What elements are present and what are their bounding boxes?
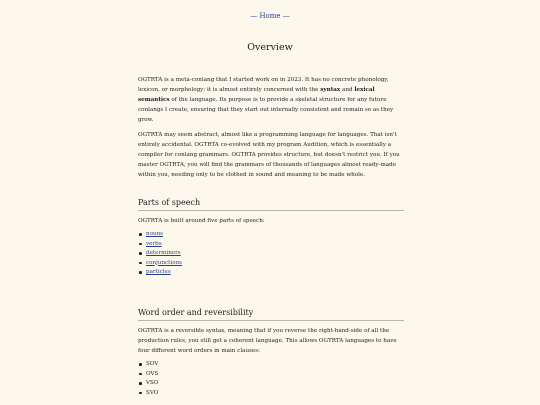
- word-order-list: [138, 360, 404, 398]
- nav-suffix: —: [280, 12, 290, 20]
- parts-of-speech-heading: Parts of speech: [138, 198, 404, 211]
- list-item: [146, 259, 404, 269]
- parts-of-speech-header: [138, 198, 404, 211]
- parts-of-speech-body: [138, 216, 404, 278]
- intro-paragraph-2: OGTRTA may seem abstract, almost like a programming language for languages. That isn't entirely accidental. OGTRTA co-evolved with my program Audition, which is essentially a compiler for conlang grammars. OGTRTA provides structure, but doesn't restrict you. If you master OGTRTA, you will find the grammars of thousands of languages almost ready-made within you, needing only to be clothed in sound and meaning to be made whole.: [138, 132, 400, 178]
- intro-paragraph-1: [138, 75, 404, 125]
- lexical-semantics-term: lexical semantics: [138, 87, 375, 103]
- intro-p1-text-a: OGTRTA is a meta-conlang that I started work on in 2023. It has no concrete phonology, lexicon, or morphology: it is almost entirely concerned with the: [138, 77, 389, 93]
- conjunctions-link[interactable]: conjunctions: [146, 259, 183, 266]
- word-order-heading: Word order and reversibility: [138, 308, 404, 321]
- word-order-body: [138, 326, 404, 398]
- nouns-link[interactable]: nouns: [146, 231, 164, 237]
- list-item: OVS: [146, 370, 404, 380]
- list-item: [146, 249, 404, 259]
- particles-link[interactable]: particles: [146, 269, 171, 275]
- verbs-link[interactable]: verbs: [146, 240, 162, 247]
- home-link[interactable]: Home: [259, 12, 281, 20]
- word-order-header: [138, 308, 404, 321]
- list-item: SOV: [146, 360, 404, 370]
- list-item: SVO: [146, 389, 404, 399]
- list-item: VSO: [146, 379, 404, 389]
- list-item: [146, 268, 404, 278]
- parts-of-speech-intro: OGTRTA is built around five parts of speech:: [138, 218, 265, 224]
- syntax-term: syntax: [320, 87, 341, 93]
- intro-p1-text-c: of the language. Its purpose is to provide a skeletal structure for any future conlangs I create, ensuring that they start out internally consistent and remain so as they grow.: [138, 97, 394, 123]
- page-title: Overview: [247, 42, 293, 53]
- list-item: [146, 230, 404, 240]
- intro-section: [138, 75, 404, 185]
- parts-of-speech-list: [138, 230, 404, 278]
- nav-prefix: —: [250, 12, 260, 20]
- intro-p1-and: and: [340, 87, 355, 93]
- top-nav: [0, 12, 540, 20]
- word-order-intro: OGTRTA is a reversible syntax, meaning that if you reverse the right-hand-side of all the production rules, you still get a coherent language. This allows OGTRTA languages to have four different word orders in main clauses:: [138, 328, 397, 354]
- list-item: [146, 240, 404, 250]
- determiners-link[interactable]: determiners: [146, 250, 181, 256]
